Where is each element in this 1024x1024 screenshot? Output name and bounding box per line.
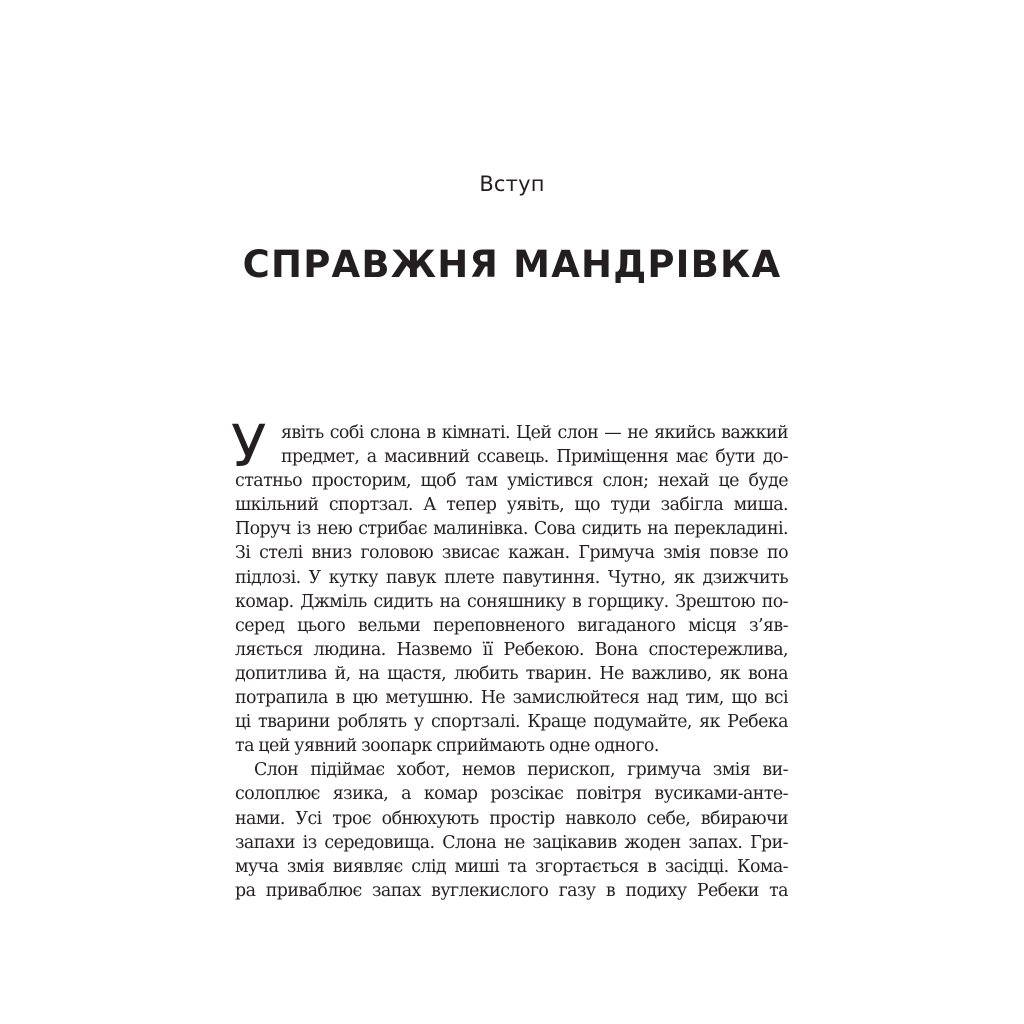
text-line: ці тварини роблять у спортзалі. Краще подумайте, як Ребека bbox=[235, 712, 788, 733]
text-line: нами. Усі троє обнюхують простір навколо себе, вбираючи bbox=[235, 808, 788, 829]
text-line: допитлива й, на щастя, любить тварин. Не важливо, як вона bbox=[235, 663, 788, 684]
paragraph-2 bbox=[235, 758, 788, 903]
paragraph-1 bbox=[235, 421, 788, 758]
body-text bbox=[231, 412, 788, 903]
text-line: та цей уявний зоопарк сприймають одне одного. bbox=[235, 736, 659, 757]
text-line: потрапила в цю метушню. Не замислюйтеся над тим, що всі bbox=[235, 688, 788, 709]
text-line: ра приваблює запах вуглекислого газу в подиху Ребеки та bbox=[235, 880, 788, 901]
chapter-label: Вступ bbox=[479, 172, 545, 196]
text-line: статньо просторим, щоб там умістився слон; нехай це буде bbox=[235, 471, 788, 492]
text-line: муча змія виявляє слід миші та згортається в засідці. Кома- bbox=[235, 856, 788, 877]
text-line: Слон підіймає хобот, немов перископ, гримуча змія ви- bbox=[254, 760, 788, 781]
text-line: підлозі. У кутку павук плете павутиння. Чутно, як дзижчить bbox=[235, 567, 788, 588]
text-line: ляється людина. Назвемо її Ребекою. Вона спостережлива, bbox=[235, 639, 788, 660]
text-line: явіть собі слона в кімнаті. Цей слон — не якийсь важкий bbox=[281, 423, 788, 443]
text-line: шкільний спортзал. А тепер уявіть, що туди забігла миша. bbox=[235, 495, 788, 516]
text-line: Поруч із нею стрибає малинівка. Сова сидить на перекладині. bbox=[235, 519, 788, 540]
text-line: запахи із середовища. Слона не зацікавив жоден запах. Гри- bbox=[235, 832, 788, 853]
text-line: предмет, а масивний ссавець. Приміщення має бути до- bbox=[281, 447, 788, 468]
drop-cap: У bbox=[231, 412, 266, 480]
text-line: солоплює язика, а комар розсікає повітря вусиками-анте- bbox=[235, 784, 788, 805]
text-line: Зі стелі вниз головою звисає кажан. Гримуча змія повзе по bbox=[235, 543, 788, 564]
text-line: комар. Джміль сидить на соняшнику в горщику. Зрештою по- bbox=[235, 591, 788, 612]
chapter-title: СПРАВЖНЯ МАНДРІВКА bbox=[242, 243, 782, 286]
text-line: серед цього вельми переповненого вигаданого місця з’яв- bbox=[235, 615, 788, 636]
